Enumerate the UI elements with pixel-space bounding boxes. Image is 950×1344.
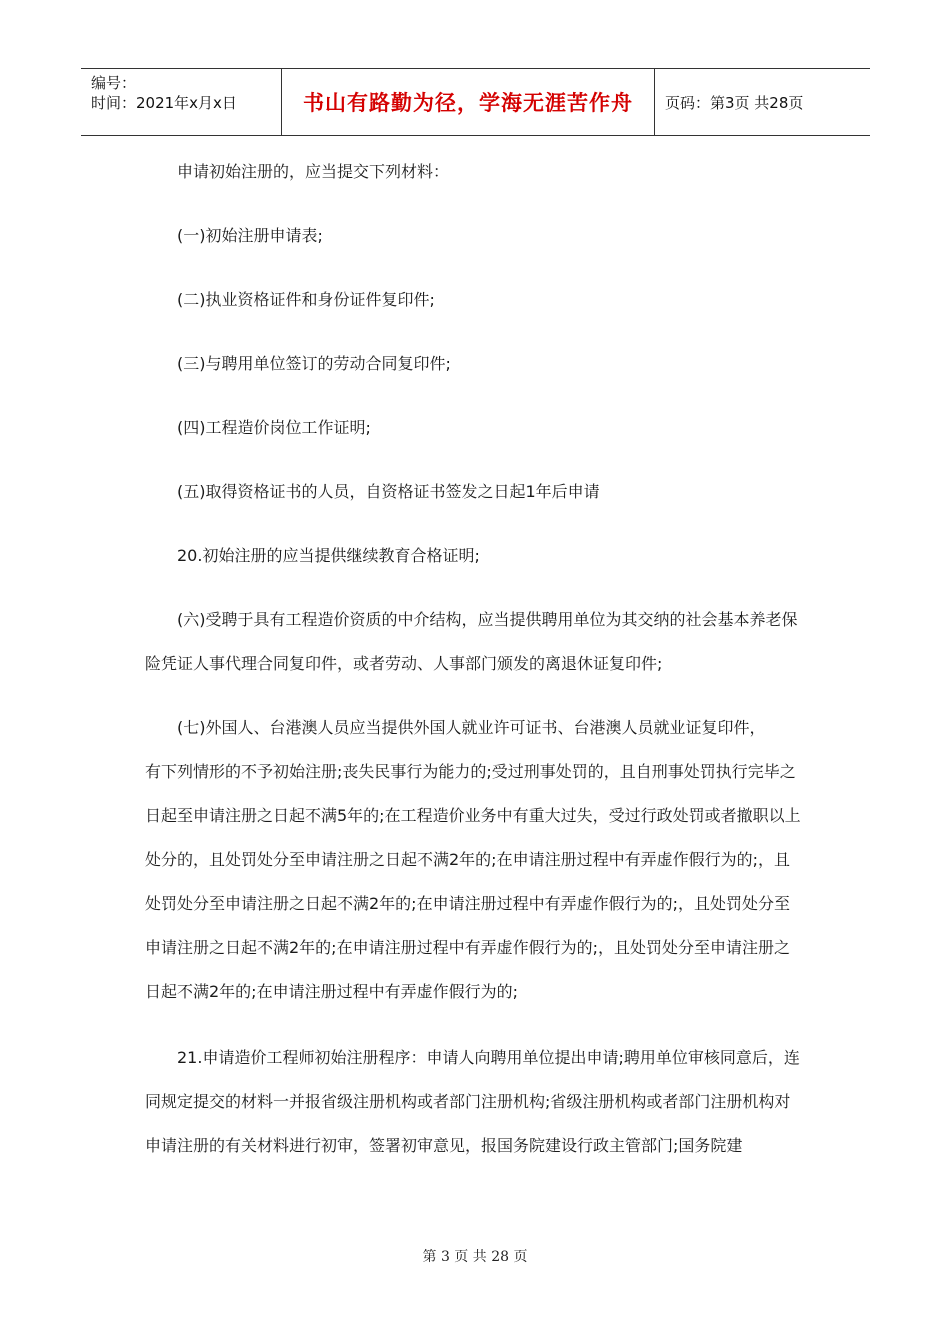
document-header xyxy=(81,68,870,136)
list-item: (六)受聘于具有工程造价资质的中介结构，应当提供聘用单位为其交纳的社会基本养老保险凭证人事代理合同复印件，或者劳动、人事部门颁发的离退休证复印件; xyxy=(145,610,798,673)
header-meta xyxy=(81,69,282,135)
paragraph: 申请初始注册的，应当提交下列材料： xyxy=(177,162,450,181)
list-item: (二)执业资格证件和身份证件复印件; xyxy=(177,290,435,309)
page-footer: 第 3 页 共 28 页 xyxy=(422,1249,528,1265)
header-motto: 书山有路勤为径，学海无涯苦作舟 xyxy=(282,69,655,135)
list-item: (五)取得资格证书的人员，自资格证书签发之日起1年后申请 xyxy=(177,482,600,501)
paragraph: 21.申请造价工程师初始注册程序：申请人向聘用单位提出申请;聘用单位审核同意后，连同规定提交的材料一并报省级注册机构或者部门注册机构;省级注册机构或者部门注册机构对申请注册的有关材料进行初审，签署初审意见，报国务院建设行政主管部门;国务院建 xyxy=(145,1048,800,1155)
document-body xyxy=(145,150,805,1168)
document-number-label: 编号： xyxy=(91,74,137,92)
paragraph: 有下列情形的不予初始注册;丧失民事行为能力的;受过刑事处罚的，且自刑事处罚执行完毕之日起至申请注册之日起不满5年的;在工程造价业务中有重大过失，受过行政处罚或者撤职以上处分的，且处罚处分至申请注册之日起不满2年的;在申请注册过程中有弄虚作假行为的;，且处罚处分至申请注册之日起不满2年的;在申请注册过程中有弄虚作假行为的;，且处罚处分至申请注册之日起不满2年的;在申请注册过程中有弄虚作假行为的;，且处罚处分至申请注册之日起不满2年的;在申请注册过程中有弄虚作假行为的; xyxy=(145,762,801,1001)
document-date: 时间：2021年x月x日 xyxy=(91,94,237,112)
header-page-info: 页码：第3页 共28页 xyxy=(665,93,804,112)
list-item: (三)与聘用单位签订的劳动合同复印件; xyxy=(177,354,451,373)
list-item: (四)工程造价岗位工作证明; xyxy=(177,418,371,437)
list-item: (七)外国人、台港澳人员应当提供外国人就业许可证书、台港澳人员就业证复印件， xyxy=(177,718,766,737)
list-item: (一)初始注册申请表; xyxy=(177,226,323,245)
paragraph: 20.初始注册的应当提供继续教育合格证明; xyxy=(177,546,480,565)
